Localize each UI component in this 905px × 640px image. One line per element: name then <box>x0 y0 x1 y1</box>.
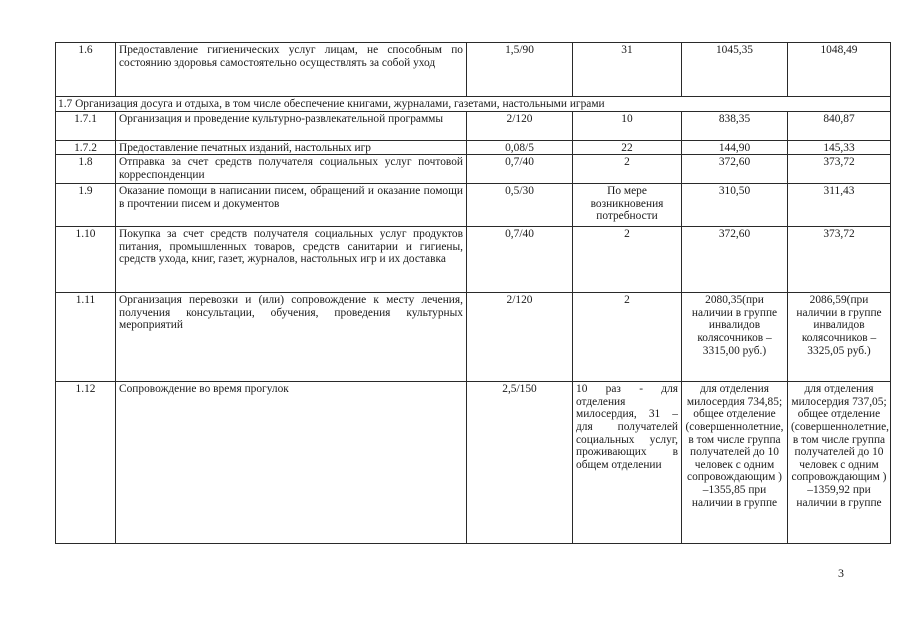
service-price-1: 310,50 <box>682 184 788 227</box>
service-frequency: 2 <box>573 227 682 293</box>
service-price-1: 838,35 <box>682 111 788 140</box>
section-row <box>56 97 891 112</box>
service-frequency: 10 <box>573 111 682 140</box>
service-price-2: 311,43 <box>788 184 891 227</box>
service-name: Организация и проведение культурно-развлекательной программы <box>116 111 467 140</box>
table-row <box>56 227 891 293</box>
service-price-2: 373,72 <box>788 155 891 184</box>
service-norm: 2/120 <box>467 111 573 140</box>
row-number: 1.9 <box>56 184 116 227</box>
service-price-2: 145,33 <box>788 140 891 155</box>
services-table <box>55 42 891 544</box>
table-row <box>56 43 891 97</box>
service-norm: 1,5/90 <box>467 43 573 97</box>
service-price-1: 372,60 <box>682 155 788 184</box>
row-number: 1.8 <box>56 155 116 184</box>
service-name: Организация перевозки и (или) сопровождение к месту лечения, получения консультации, обучения, проведения культурных мероприятий <box>116 293 467 382</box>
service-name: Предоставление гигиенических услуг лицам, не способным по состоянию здоровья самостоятельно осуществлять за собой уход <box>116 43 467 97</box>
row-number: 1.11 <box>56 293 116 382</box>
service-price-2: 2086,59(при наличии в группе инвалидов колясочников – 3325,05 руб.) <box>788 293 891 382</box>
page-number: 3 <box>838 566 844 580</box>
service-norm: 0,7/40 <box>467 155 573 184</box>
service-frequency: 2 <box>573 293 682 382</box>
table-row <box>56 111 891 140</box>
service-price-2: 373,72 <box>788 227 891 293</box>
service-norm: 0,08/5 <box>467 140 573 155</box>
row-number: 1.7.2 <box>56 140 116 155</box>
service-price-1: 372,60 <box>682 227 788 293</box>
table-row <box>56 155 891 184</box>
service-name: Предоставление печатных изданий, настольных игр <box>116 140 467 155</box>
table-row <box>56 140 891 155</box>
service-norm: 0,5/30 <box>467 184 573 227</box>
row-number: 1.10 <box>56 227 116 293</box>
service-norm: 2/120 <box>467 293 573 382</box>
table-row <box>56 293 891 382</box>
service-frequency: По мере возникновения потребности <box>573 184 682 227</box>
service-price-1: для отделения милосердия 734,85; общее отделение (совершеннолетние, в том числе группа получателей до 10 человек с одним сопровождающим ) –1355,85 при наличии в группе <box>682 382 788 544</box>
service-frequency: 22 <box>573 140 682 155</box>
service-price-2: для отделения милосердия 737,05; общее отделение (совершеннолетние, в том числе группа получателей до 10 человек с одним сопровождающим ) –1359,92 при наличии в группе <box>788 382 891 544</box>
service-price-1: 144,90 <box>682 140 788 155</box>
table-row <box>56 184 891 227</box>
service-name: Покупка за счет средств получателя социальных услуг продуктов питания, промышленных товаров, средств санитарии и гигиены, средств ухода, книг, газет, журналов, настольных игр и их доставка <box>116 227 467 293</box>
section-heading: 1.7 Организация досуга и отдыха, в том числе обеспечение книгами, журналами, газетами, настольными играми <box>56 97 891 112</box>
service-name: Отправка за счет средств получателя социальных услуг почтовой корреспонденции <box>116 155 467 184</box>
table-row <box>56 382 891 544</box>
service-price-2: 1048,49 <box>788 43 891 97</box>
row-number: 1.12 <box>56 382 116 544</box>
service-frequency: 10 раз - для отделения милосердия, 31 – для получателей социальных услуг, проживающих в общем отделении <box>573 382 682 544</box>
service-frequency: 31 <box>573 43 682 97</box>
service-price-2: 840,87 <box>788 111 891 140</box>
row-number: 1.7.1 <box>56 111 116 140</box>
service-price-1: 1045,35 <box>682 43 788 97</box>
service-frequency: 2 <box>573 155 682 184</box>
row-number: 1.6 <box>56 43 116 97</box>
service-norm: 0,7/40 <box>467 227 573 293</box>
service-name: Оказание помощи в написании писем, обращений и оказание помощи в прочтении писем и документов <box>116 184 467 227</box>
service-norm: 2,5/150 <box>467 382 573 544</box>
service-price-1: 2080,35(при наличии в группе инвалидов колясочников – 3315,00 руб.) <box>682 293 788 382</box>
service-name: Сопровождение во время прогулок <box>116 382 467 544</box>
